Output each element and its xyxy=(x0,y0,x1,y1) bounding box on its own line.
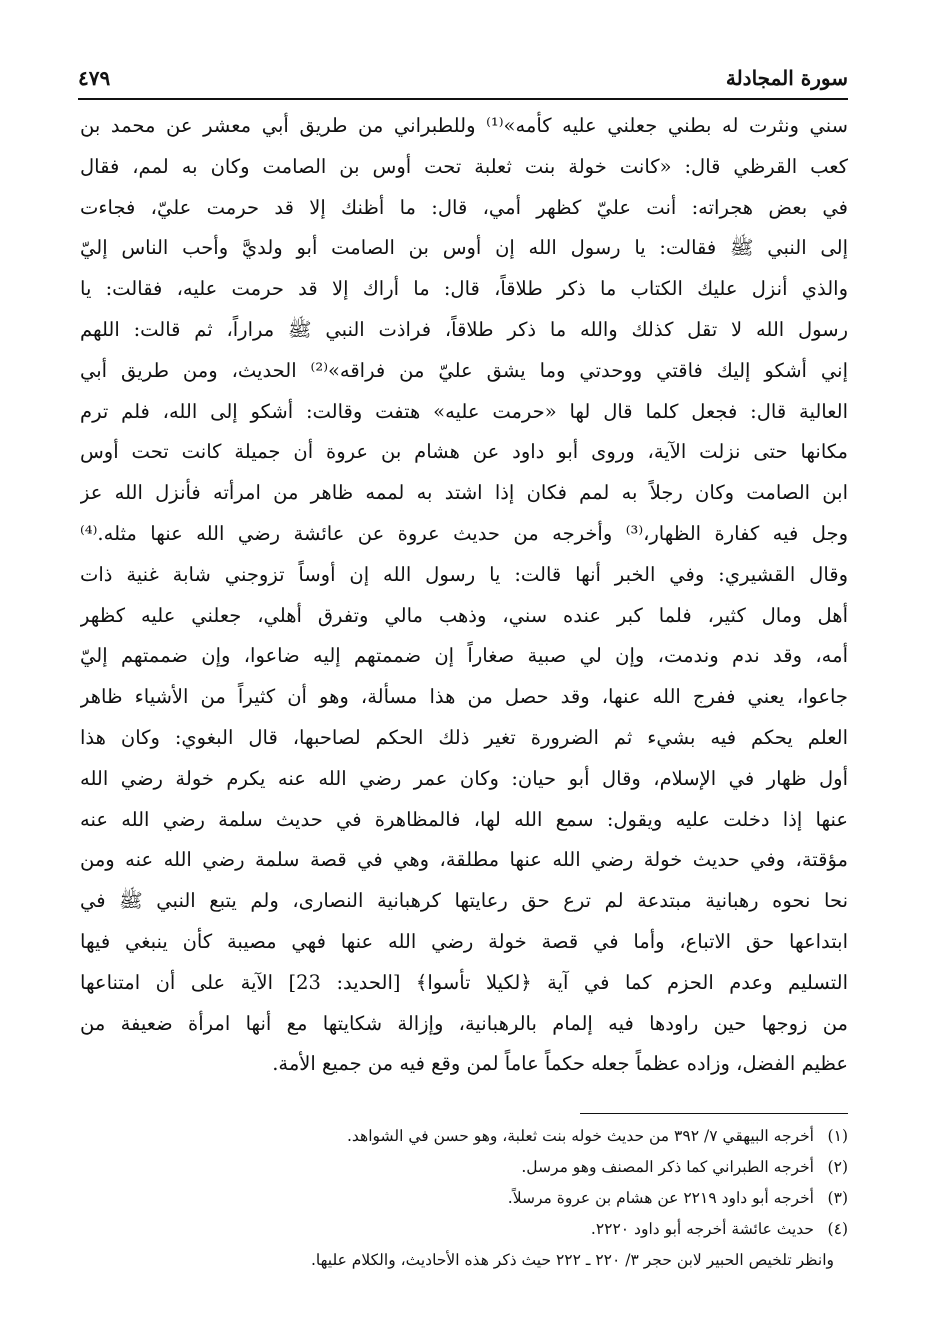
text-line: رسول الله لا تقل كذلك والله ما ذكر طلاقاً، فراذت النبي ﷺ مراراً، ثم قالت: اللهم xyxy=(80,317,848,341)
footnote-number: (٢) xyxy=(827,1158,848,1176)
text-line: العلم يحكم فيه بشيء ثم الضرورة تغير ذلك الحكم لصاحبها، قال البغوي: وكان هذا xyxy=(80,725,848,749)
footnote-text: أخرجه الطبراني كما ذكر المصنف وهو مرسل. xyxy=(521,1158,814,1176)
footnote-text: حديث عائشة أخرجه أبو داود ٢٢٢٠. xyxy=(590,1220,814,1238)
footnote-number: (٤) xyxy=(827,1220,848,1238)
text-line: عنها إذا دخلت عليه ويقول: سمع الله لها، فالمظاهرة في حديث سلمة رضي الله عنه xyxy=(80,807,848,831)
text-line: مكانها حتى نزلت الآية، وروى أبو داود عن هشام بن عروة أن جميلة كانت تحت أوس xyxy=(80,440,848,464)
footnotes xyxy=(80,1121,848,1276)
footnote-number: (٣) xyxy=(827,1189,848,1207)
text-line: عظيم الفضل، وزاده عظماً جعله حكماً عاماً لمن وقع فيه من جميع الأمة. xyxy=(272,1052,848,1076)
footnote-note: وانظر تلخيص الحبير لابن حجر ٣/ ٢٢٠ ـ ٢٢٢ حيث ذكر هذه الأحاديث، والكلام عليها. xyxy=(311,1251,834,1269)
page-number: ٤٧٩ xyxy=(78,66,111,90)
text-line: ابتداعها حق الاتباع، وأما في قصة خولة رضي الله عنها فهي مصيبة كأن ينبغي فيها xyxy=(80,929,848,953)
footnote-divider xyxy=(580,1113,848,1114)
text-line: كعب القرظي قال: «كانت خولة بنت ثعلبة تحت أوس بن الصامت وكان به لمم، فقال xyxy=(80,154,848,178)
footnote-number: (١) xyxy=(827,1127,848,1145)
text-line: وجل فيه كفارة الظهار،⁽³⁾ وأخرجه من حديث عروة عن عائشة رضي الله عنها مثله.⁽⁴⁾ xyxy=(80,521,848,545)
text-line: في بعض هجراته: أنت عليّ كظهر أمي، قال: ما أظنك إلا قد حرمت عليّ، فجاءت xyxy=(80,195,848,219)
footnote xyxy=(80,1214,848,1245)
text-line: ابن الصامت وكان رجلاً به لمم فكان إذا اشتد به لممه ظاهر من امرأته فأنزل الله عز xyxy=(80,481,848,505)
footnote-text: أخرجه البيهقي ٧/ ٣٩٢ من حديث خوله بنت ثعلبة، وهو حسن في الشواهد. xyxy=(346,1127,814,1145)
text-line: العالية قال: فجعل كلما قال لها «حرمت عليه» هتفت وقالت: أشكو إلى الله، فلم ترم xyxy=(80,399,848,423)
text-line: أمه، وقد ندم وندمت، وإن لي صبية صغاراً إن ضممتهم إليه ضاعوا، وإن ضممتهم إليّ xyxy=(80,644,848,668)
main-text xyxy=(80,106,848,1085)
text-line: سني ونثرت له بطني جعلني عليه كأمه»⁽¹⁾ وللطبراني من طريق أبي معشر عن محمد بن xyxy=(80,114,848,137)
footnote xyxy=(80,1152,848,1183)
surah-title: سورة المجادلة xyxy=(725,66,848,90)
text-line: وقال القشيري: وفي الخبر أنها قالت: يا رسول الله إن أوساً تزوجني شابة غنية ذات xyxy=(80,562,848,586)
text-line: التسليم وعدم الحزم كما في آية ﴿لكيلا تأسوا﴾ [الحديد: 23] الآية على أن امتناعها xyxy=(80,970,848,994)
footnote xyxy=(80,1121,848,1152)
text-line: والذي أنزل عليك الكتاب ما ذكر طلاقاً، قال: ما أراك إلا قد حرمت عليه، فقالت: يا xyxy=(80,277,848,301)
text-line: من زوجها حين راودها فيه إلمام بالرهبانية، وإزالة شكايتها مع أنها امرأة ضعيفة من xyxy=(80,1011,848,1035)
text-line: جاعوا، يعني ففرج الله عنها، وقد حصل من هذا مسألة، وهو أن كثيراً من الأشياء ظاهر xyxy=(80,685,848,709)
text-line: أهل ومال كثير، فلما كبر عنده سني، وذهب مالي وتفرق أهلي، جعلني عليه كظهر xyxy=(80,603,848,627)
text-line: مؤقتة، وفي حديث خولة رضي الله عنها مطلقة، وهي في قصة سلمة رضي الله عنه ومن xyxy=(80,848,848,872)
text-line: إلى النبي ﷺ فقالت: يا رسول الله إن أوس بن الصامت أبو ولديَّ وأحب الناس إليّ xyxy=(80,236,848,260)
page-header xyxy=(78,58,848,98)
footnote-text: أخرجه أبو داود ٢٢١٩ عن هشام بن عروة مرسلاً. xyxy=(507,1189,814,1207)
text-line: إني أشكو إليك فاقتي ووحدتي وما يشق عليّ من فراقه»⁽²⁾ الحديث، ومن طريق أبي xyxy=(80,358,848,382)
text-line: نحا نحوه رهبانية مبتدعة لم ترع حق رعايتها كرهبانية النصارى، ولم يتبع النبي ﷺ في xyxy=(80,889,848,913)
footnote xyxy=(80,1183,848,1214)
text-line: أول ظهار في الإسلام، وقال أبو حيان: وكان عمر رضي الله عنه يكرم خولة رضي الله xyxy=(80,766,848,790)
header-divider xyxy=(78,98,848,100)
